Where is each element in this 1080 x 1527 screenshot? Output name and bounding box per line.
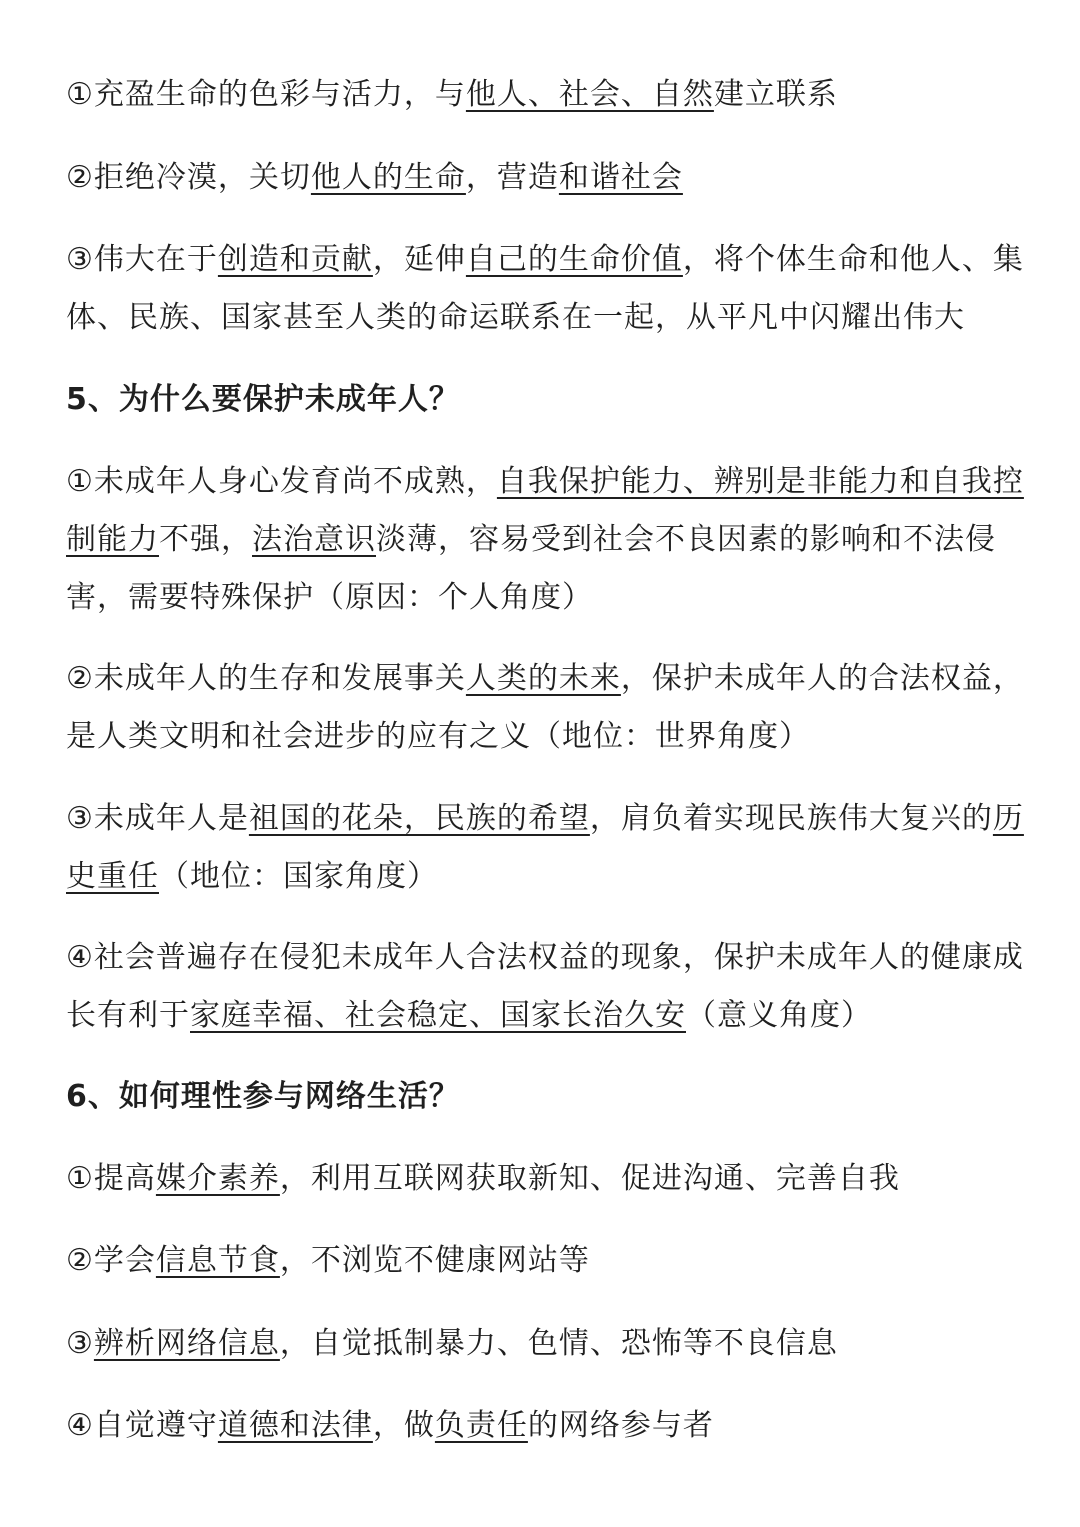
text-segment: ②拒绝冷漠，关切 <box>66 160 311 195</box>
underlined-key-phrase: 祖国的花朵，民族的希望 <box>248 801 590 836</box>
text-segment: ，营造 <box>465 160 559 195</box>
section6-item-2 <box>66 1232 1026 1290</box>
section6-heading: 6、如何理性参与网络生活？ <box>66 1079 460 1114</box>
text-segment: ，不浏览不健康网站等 <box>279 1243 590 1278</box>
text-segment: ②未成年人的生存和发展事关 <box>66 661 466 696</box>
life-item-2 <box>66 149 1026 207</box>
life-item-1 <box>66 66 1026 124</box>
text-segment: ④社会普遍存在侵犯未成年人合法权益的现象，保护未成年人的健康成长有利于 <box>66 940 1024 1033</box>
text-segment: ①未成年人身心发育尚不成熟， <box>66 464 497 499</box>
underlined-key-phrase: 自己的生命价值 <box>465 242 683 277</box>
underlined-key-phrase: 人类的未来 <box>465 661 621 696</box>
text-segment: ①充盈生命的色彩与活力，与 <box>66 77 466 112</box>
text-segment: ③未成年人是 <box>66 801 249 836</box>
underlined-key-phrase: 他人的生命 <box>310 160 466 195</box>
underlined-key-phrase: 家庭幸福、社会稳定、国家长治久安 <box>190 998 686 1033</box>
section5-item-4 <box>66 929 1026 1045</box>
text-segment: ，做 <box>372 1408 435 1443</box>
section6-item-3 <box>66 1315 1026 1373</box>
underlined-key-phrase: 媒介素养 <box>155 1161 280 1196</box>
text-segment: ③伟大在于 <box>66 242 218 277</box>
underlined-key-phrase: 和谐社会 <box>558 160 683 195</box>
underlined-key-phrase: 创造和贡献 <box>217 242 373 277</box>
underlined-key-phrase: 负责任 <box>434 1408 528 1443</box>
section5-item-1 <box>66 453 1026 627</box>
text-segment: ③ <box>66 1326 94 1361</box>
underlined-key-phrase: 自我保护能力、辨别是非能力和自我控制能力 <box>66 464 1024 557</box>
text-segment: ①提高 <box>66 1161 156 1196</box>
text-segment: ②学会 <box>66 1243 156 1278</box>
text-segment: 不强， <box>159 522 252 557</box>
section5-item-3 <box>66 790 1026 906</box>
life-item-3 <box>66 231 1026 347</box>
text-segment: （意义角度） <box>686 998 872 1033</box>
text-segment: ，保护未成年人的合法权益，是人类文明和社会进步的应有之义（地位：世界角度） <box>66 661 1024 754</box>
text-segment: （地位：国家角度） <box>159 859 438 894</box>
section5-heading: 5、为什么要保护未成年人？ <box>66 382 460 417</box>
section5-item-2 <box>66 650 1026 766</box>
text-segment: 建立联系 <box>713 77 838 112</box>
text-segment: ，延伸 <box>372 242 466 277</box>
underlined-key-phrase: 法治意识 <box>252 522 376 557</box>
underlined-key-phrase: 信息节食 <box>155 1243 280 1278</box>
text-segment: ，自觉抵制暴力、色情、恐怖等不良信息 <box>279 1326 838 1361</box>
text-segment: ，肩负着实现民族伟大复兴的 <box>589 801 993 836</box>
text-segment: 淡薄，容易受到社会不良因素的影响和不法侵害，需要特殊保护（原因：个人角度） <box>66 522 996 615</box>
text-segment: 的网络参与者 <box>527 1408 714 1443</box>
text-segment: ，将个体生命和他人、集体、民族、国家甚至人类的命运联系在一起，从平凡中闪耀出伟大 <box>66 242 1024 335</box>
underlined-key-phrase: 辨析网络信息 <box>93 1326 280 1361</box>
section6-item-1 <box>66 1150 1026 1208</box>
underlined-key-phrase: 他人、社会、自然 <box>465 77 714 112</box>
underlined-key-phrase: 道德和法律 <box>217 1408 373 1443</box>
text-segment: ，利用互联网获取新知、促进沟通、完善自我 <box>279 1161 900 1196</box>
text-segment: ④自觉遵守 <box>66 1408 218 1443</box>
section6-item-4 <box>66 1397 1026 1455</box>
underlined-key-phrase: 历史重任 <box>66 801 1024 894</box>
